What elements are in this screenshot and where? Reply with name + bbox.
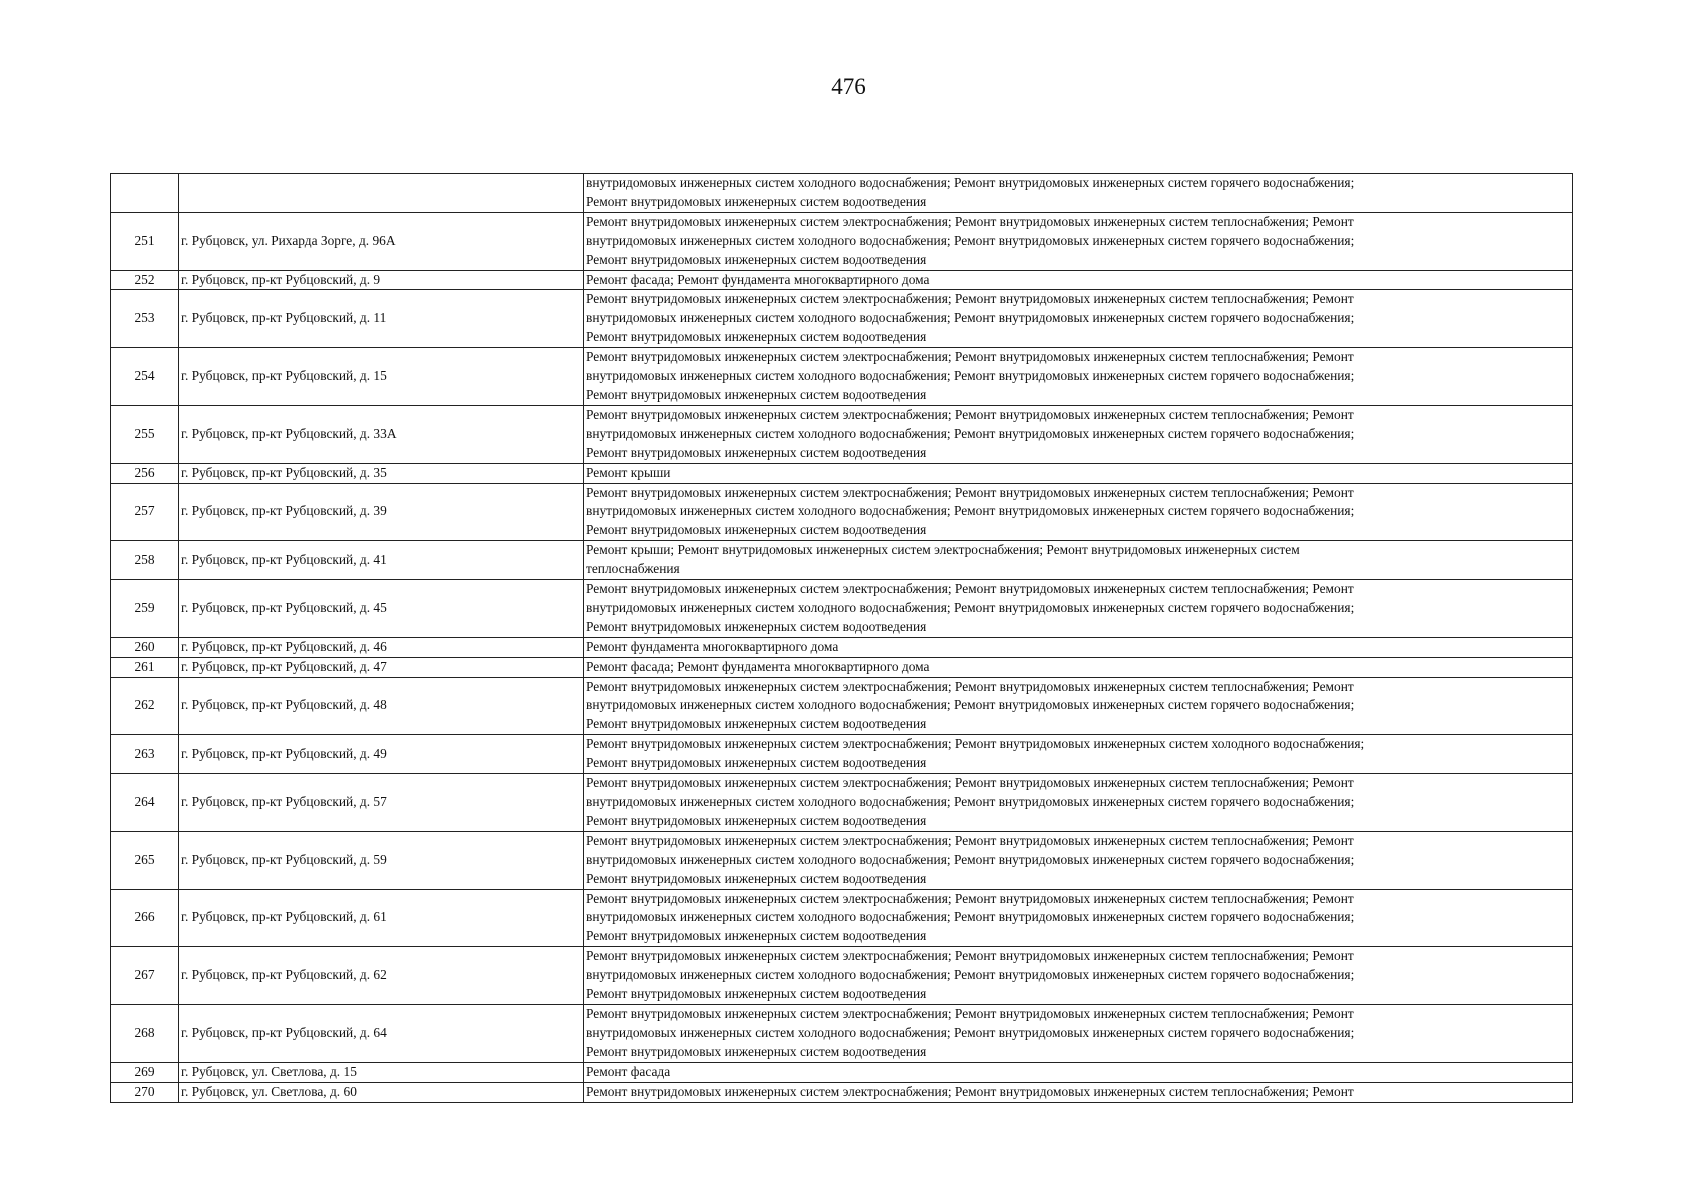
row-number: 260 xyxy=(111,637,179,657)
table-row xyxy=(111,1062,1573,1082)
works-line: Ремонт внутридомовых инженерных систем электроснабжения; Ремонт внутридомовых инженерных систем теплоснабжения; Ремонт xyxy=(586,291,1354,307)
works-line: Ремонт внутридомовых инженерных систем электроснабжения; Ремонт внутридомовых инженерных систем теплоснабжения; Ремонт xyxy=(586,349,1354,365)
row-number: 265 xyxy=(111,831,179,889)
address-cell: г. Рубцовск, пр-кт Рубцовский, д. 62 xyxy=(179,947,584,1005)
works-line: Ремонт внутридомовых инженерных систем электроснабжения; Ремонт внутридомовых инженерных систем теплоснабжения; Ремонт xyxy=(586,832,1354,848)
works-line: Ремонт внутридомовых инженерных систем водоотведения xyxy=(586,618,927,634)
works-line: внутридомовых инженерных систем холодного водоснабжения; Ремонт внутридомовых инженерных систем горячего водоснабжения; xyxy=(586,425,1355,441)
address-cell: г. Рубцовск, пр-кт Рубцовский, д. 15 xyxy=(179,348,584,406)
repair-works-table xyxy=(110,173,1573,1103)
works-line: внутридомовых инженерных систем холодного водоснабжения; Ремонт внутридомовых инженерных систем горячего водоснабжения; xyxy=(586,310,1355,326)
works-line: внутридомовых инженерных систем холодного водоснабжения; Ремонт внутридомовых инженерных систем горячего водоснабжения; xyxy=(586,967,1355,983)
works-cell xyxy=(584,637,1573,657)
works-line: внутридомовых инженерных систем холодного водоснабжения; Ремонт внутридомовых инженерных систем горячего водоснабжения; xyxy=(586,697,1355,713)
address-cell: г. Рубцовск, пр-кт Рубцовский, д. 59 xyxy=(179,831,584,889)
table-row xyxy=(111,1004,1573,1062)
row-number: 267 xyxy=(111,947,179,1005)
works-line: Ремонт внутридомовых инженерных систем водоотведения xyxy=(586,193,927,209)
works-line: Ремонт фасада xyxy=(586,1063,671,1079)
row-number: 264 xyxy=(111,774,179,832)
row-number: 255 xyxy=(111,405,179,463)
row-number: 256 xyxy=(111,463,179,483)
address-cell: г. Рубцовск, пр-кт Рубцовский, д. 57 xyxy=(179,774,584,832)
works-line: Ремонт внутридомовых инженерных систем водоотведения xyxy=(586,870,927,886)
table-row xyxy=(111,580,1573,638)
row-number: 268 xyxy=(111,1004,179,1062)
table-row xyxy=(111,735,1573,774)
table-row xyxy=(111,483,1573,541)
works-line: Ремонт внутридомовых инженерных систем электроснабжения; Ремонт внутридомовых инженерных систем теплоснабжения; Ремонт xyxy=(586,948,1354,964)
works-line: Ремонт фасада; Ремонт фундамента многоквартирного дома xyxy=(586,271,930,287)
row-number xyxy=(111,174,179,213)
works-line: внутридомовых инженерных систем холодного водоснабжения; Ремонт внутридомовых инженерных систем горячего водоснабжения; xyxy=(586,909,1355,925)
works-cell xyxy=(584,290,1573,348)
works-line: Ремонт внутридомовых инженерных систем электроснабжения; Ремонт внутридомовых инженерных систем теплоснабжения; Ремонт xyxy=(586,213,1354,229)
row-number: 266 xyxy=(111,889,179,947)
table-row xyxy=(111,657,1573,677)
address-cell: г. Рубцовск, пр-кт Рубцовский, д. 47 xyxy=(179,657,584,677)
works-line: Ремонт внутридомовых инженерных систем водоотведения xyxy=(586,1043,927,1059)
table-row xyxy=(111,637,1573,657)
address-cell: г. Рубцовск, пр-кт Рубцовский, д. 64 xyxy=(179,1004,584,1062)
works-line: Ремонт внутридомовых инженерных систем электроснабжения; Ремонт внутридомовых инженерных систем теплоснабжения; Ремонт xyxy=(586,581,1354,597)
address-cell: г. Рубцовск, пр-кт Рубцовский, д. 48 xyxy=(179,677,584,735)
works-line: Ремонт внутридомовых инженерных систем водоотведения xyxy=(586,986,927,1002)
address-cell: г. Рубцовск, пр-кт Рубцовский, д. 9 xyxy=(179,270,584,290)
works-line: Ремонт внутридомовых инженерных систем водоотведения xyxy=(586,522,927,538)
row-number: 270 xyxy=(111,1082,179,1102)
row-number: 254 xyxy=(111,348,179,406)
works-cell xyxy=(584,348,1573,406)
works-line: Ремонт внутридомовых инженерных систем электроснабжения; Ремонт внутридомовых инженерных систем теплоснабжения; Ремонт xyxy=(586,484,1354,500)
address-cell: г. Рубцовск, пр-кт Рубцовский, д. 46 xyxy=(179,637,584,657)
address-cell: г. Рубцовск, ул. Светлова, д. 60 xyxy=(179,1082,584,1102)
works-line: теплоснабжения xyxy=(586,561,680,577)
address-cell: г. Рубцовск, пр-кт Рубцовский, д. 39 xyxy=(179,483,584,541)
works-line: Ремонт фасада; Ремонт фундамента многоквартирного дома xyxy=(586,658,930,674)
row-number: 251 xyxy=(111,212,179,270)
works-cell xyxy=(584,677,1573,735)
works-line: Ремонт внутридомовых инженерных систем электроснабжения; Ремонт внутридомовых инженерных систем теплоснабжения; Ремонт xyxy=(586,678,1354,694)
address-cell: г. Рубцовск, пр-кт Рубцовский, д. 41 xyxy=(179,541,584,580)
works-line: Ремонт внутридомовых инженерных систем водоотведения xyxy=(586,755,927,771)
works-cell xyxy=(584,270,1573,290)
works-line: Ремонт внутридомовых инженерных систем электроснабжения; Ремонт внутридомовых инженерных систем теплоснабжения; Ремонт xyxy=(586,1083,1354,1099)
address-cell xyxy=(179,174,584,213)
works-cell xyxy=(584,1082,1573,1102)
row-number: 261 xyxy=(111,657,179,677)
works-line: внутридомовых инженерных систем холодного водоснабжения; Ремонт внутридомовых инженерных систем горячего водоснабжения; xyxy=(586,175,1355,190)
address-cell: г. Рубцовск, пр-кт Рубцовский, д. 11 xyxy=(179,290,584,348)
address-cell: г. Рубцовск, ул. Рихарда Зорге, д. 96А xyxy=(179,212,584,270)
works-cell xyxy=(584,657,1573,677)
table-row xyxy=(111,270,1573,290)
works-line: внутридомовых инженерных систем холодного водоснабжения; Ремонт внутридомовых инженерных систем горячего водоснабжения; xyxy=(586,232,1355,248)
works-line: Ремонт внутридомовых инженерных систем электроснабжения; Ремонт внутридомовых инженерных систем теплоснабжения; Ремонт xyxy=(586,775,1354,791)
works-cell xyxy=(584,1062,1573,1082)
address-cell: г. Рубцовск, пр-кт Рубцовский, д. 61 xyxy=(179,889,584,947)
address-cell: г. Рубцовск, ул. Светлова, д. 15 xyxy=(179,1062,584,1082)
works-line: Ремонт внутридомовых инженерных систем электроснабжения; Ремонт внутридомовых инженерных систем холодного водоснабжения; xyxy=(586,736,1365,752)
row-number: 252 xyxy=(111,270,179,290)
works-cell xyxy=(584,212,1573,270)
address-cell: г. Рубцовск, пр-кт Рубцовский, д. 45 xyxy=(179,580,584,638)
table-row xyxy=(111,541,1573,580)
table-row xyxy=(111,677,1573,735)
table-row xyxy=(111,1082,1573,1102)
row-number: 257 xyxy=(111,483,179,541)
works-cell xyxy=(584,1004,1573,1062)
row-number: 263 xyxy=(111,735,179,774)
works-line: Ремонт внутридомовых инженерных систем электроснабжения; Ремонт внутридомовых инженерных систем теплоснабжения; Ремонт xyxy=(586,1005,1354,1021)
address-cell: г. Рубцовск, пр-кт Рубцовский, д. 33А xyxy=(179,405,584,463)
works-cell xyxy=(584,947,1573,1005)
works-cell xyxy=(584,463,1573,483)
works-cell xyxy=(584,774,1573,832)
address-cell: г. Рубцовск, пр-кт Рубцовский, д. 35 xyxy=(179,463,584,483)
works-cell xyxy=(584,580,1573,638)
row-number: 259 xyxy=(111,580,179,638)
works-line: Ремонт внутридомовых инженерных систем водоотведения xyxy=(586,251,927,267)
row-number: 262 xyxy=(111,677,179,735)
table-row xyxy=(111,212,1573,270)
row-number: 269 xyxy=(111,1062,179,1082)
row-number: 258 xyxy=(111,541,179,580)
works-line: Ремонт крыши xyxy=(586,464,671,480)
works-line: внутридомовых инженерных систем холодного водоснабжения; Ремонт внутридомовых инженерных систем горячего водоснабжения; xyxy=(586,1024,1355,1040)
table-row xyxy=(111,405,1573,463)
works-cell xyxy=(584,831,1573,889)
works-cell xyxy=(584,735,1573,774)
works-line: Ремонт фундамента многоквартирного дома xyxy=(586,638,839,654)
works-cell xyxy=(584,405,1573,463)
works-line: Ремонт внутридомовых инженерных систем водоотведения xyxy=(586,444,927,460)
works-line: внутридомовых инженерных систем холодного водоснабжения; Ремонт внутридомовых инженерных систем горячего водоснабжения; xyxy=(586,368,1355,384)
works-line: Ремонт крыши; Ремонт внутридомовых инженерных систем электроснабжения; Ремонт внутридомовых инженерных систем xyxy=(586,542,1300,558)
table-row xyxy=(111,463,1573,483)
works-cell xyxy=(584,483,1573,541)
table-row xyxy=(111,774,1573,832)
table-row xyxy=(111,174,1573,213)
works-line: Ремонт внутридомовых инженерных систем водоотведения xyxy=(586,812,927,828)
works-line: Ремонт внутридомовых инженерных систем водоотведения xyxy=(586,329,927,345)
works-line: Ремонт внутридомовых инженерных систем водоотведения xyxy=(586,386,927,402)
table-row xyxy=(111,348,1573,406)
row-number: 253 xyxy=(111,290,179,348)
table-row xyxy=(111,290,1573,348)
page-number: 476 xyxy=(831,74,866,99)
table-body xyxy=(111,174,1573,1103)
table-row xyxy=(111,831,1573,889)
table-row xyxy=(111,947,1573,1005)
works-line: Ремонт внутридомовых инженерных систем водоотведения xyxy=(586,928,927,944)
works-cell xyxy=(584,889,1573,947)
works-line: внутридомовых инженерных систем холодного водоснабжения; Ремонт внутридомовых инженерных систем горячего водоснабжения; xyxy=(586,503,1355,519)
works-cell xyxy=(584,174,1573,213)
works-line: внутридомовых инженерных систем холодного водоснабжения; Ремонт внутридомовых инженерных систем горячего водоснабжения; xyxy=(586,599,1355,615)
works-cell xyxy=(584,541,1573,580)
works-line: Ремонт внутридомовых инженерных систем электроснабжения; Ремонт внутридомовых инженерных систем теплоснабжения; Ремонт xyxy=(586,890,1354,906)
works-line: внутридомовых инженерных систем холодного водоснабжения; Ремонт внутридомовых инженерных систем горячего водоснабжения; xyxy=(586,794,1355,809)
works-line: Ремонт внутридомовых инженерных систем водоотведения xyxy=(586,716,927,732)
works-line: внутридомовых инженерных систем холодного водоснабжения; Ремонт внутридомовых инженерных систем горячего водоснабжения; xyxy=(586,851,1355,867)
works-line: Ремонт внутридомовых инженерных систем электроснабжения; Ремонт внутридомовых инженерных систем теплоснабжения; Ремонт xyxy=(586,406,1354,422)
address-cell: г. Рубцовск, пр-кт Рубцовский, д. 49 xyxy=(179,735,584,774)
table-row xyxy=(111,889,1573,947)
